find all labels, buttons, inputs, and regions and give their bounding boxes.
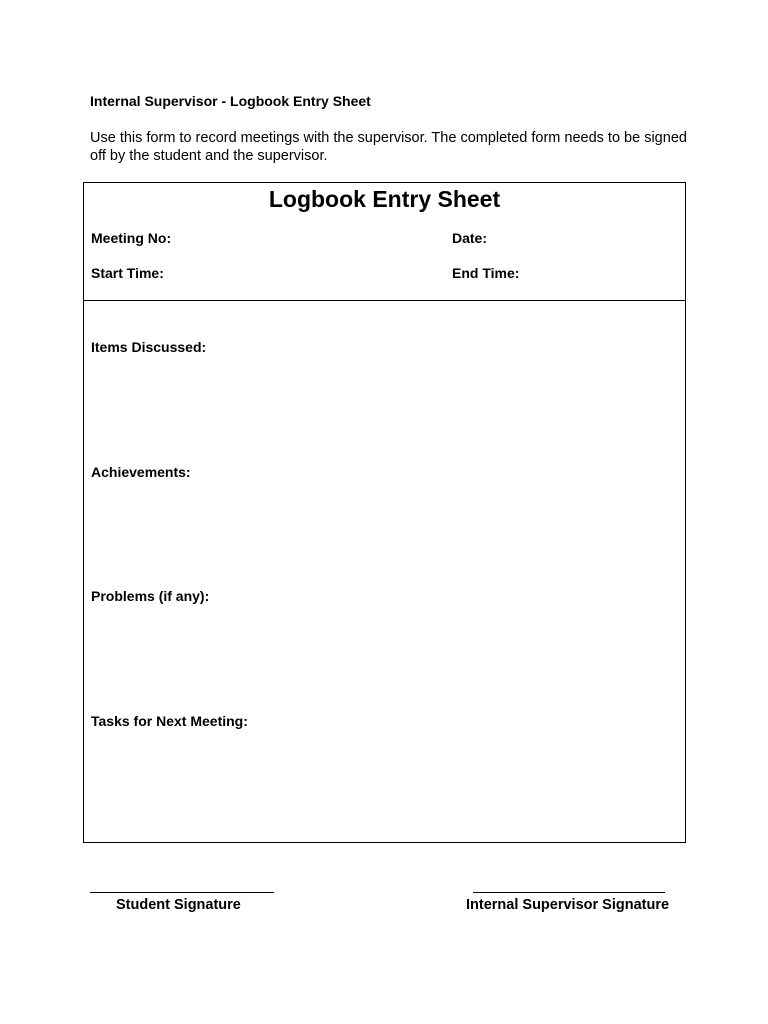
form-heading: Logbook Entry Sheet: [268, 186, 501, 212]
items-discussed-label: Items Discussed:: [91, 339, 207, 355]
supervisor-signature-line: [473, 892, 665, 893]
achievements-label: Achievements:: [91, 464, 191, 480]
document-title: Internal Supervisor - Logbook Entry Sheet: [90, 93, 371, 109]
problems-label: Problems (if any):: [91, 588, 210, 604]
end-time-label: End Time:: [452, 265, 520, 281]
meeting-no-label: Meeting No:: [91, 230, 172, 246]
form-header: [84, 183, 685, 301]
date-label: Date:: [452, 230, 488, 246]
document-intro: Use this form to record meetings with the supervisor. The completed form needs to be signed off by the student and the supervisor.: [90, 130, 687, 164]
student-signature-line: [90, 892, 274, 893]
student-signature-label: Student Signature: [116, 897, 241, 913]
tasks-next-meeting-label: Tasks for Next Meeting:: [91, 713, 248, 729]
supervisor-signature-label: Internal Supervisor Signature: [466, 897, 670, 913]
logbook-form: [83, 182, 686, 843]
start-time-label: Start Time:: [91, 265, 164, 281]
